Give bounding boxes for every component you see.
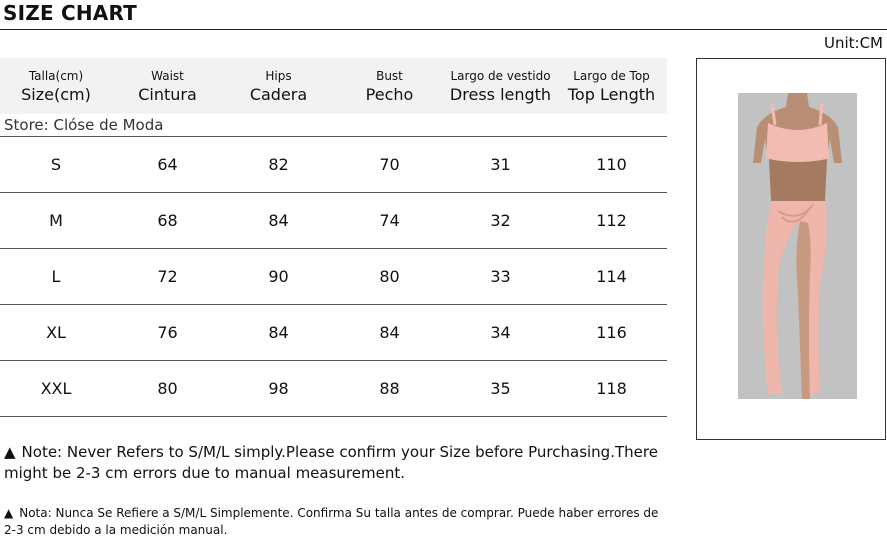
- store-label: Store: Clóse de Moda: [0, 114, 667, 137]
- hips-cell: 98: [268, 379, 289, 398]
- header-big-label: Cadera: [249, 84, 308, 104]
- note-english: [4, 442, 664, 484]
- waist-cell: 72: [157, 267, 178, 286]
- page-title: SIZE CHART: [3, 1, 138, 25]
- title-divider: [0, 29, 887, 30]
- bust-cell: 88: [379, 379, 400, 398]
- table-row: [0, 305, 667, 361]
- top-length-cell: 112: [596, 211, 627, 230]
- product-image-frame: [696, 58, 886, 440]
- size-cell: XL: [46, 323, 66, 342]
- header-small-label: Waist: [151, 68, 184, 83]
- dress-length-cell: 34: [490, 323, 511, 342]
- size-cell: S: [50, 155, 62, 174]
- header-small-label: Bust: [376, 68, 403, 83]
- header-hips: [223, 58, 334, 114]
- product-photo: [738, 93, 857, 399]
- table-row: [0, 361, 667, 417]
- bust-cell: 74: [379, 211, 400, 230]
- warning-triangle-icon: ▲: [4, 443, 16, 461]
- header-small-label: Largo de vestido: [450, 68, 551, 83]
- waist-cell: 64: [157, 155, 178, 174]
- waist-cell: 76: [157, 323, 178, 342]
- hips-cell: 82: [268, 155, 289, 174]
- header-dress-length: [445, 58, 556, 114]
- table-row: [0, 137, 667, 193]
- size-cell: XXL: [40, 379, 72, 398]
- hips-cell: 84: [268, 211, 289, 230]
- bust-cell: 70: [379, 155, 400, 174]
- table-row: [0, 249, 667, 305]
- bust-cell: 80: [379, 267, 400, 286]
- header-bust: [334, 58, 445, 114]
- top-length-cell: 114: [596, 267, 627, 286]
- header-small-label: Hips: [265, 68, 292, 83]
- size-cell: L: [51, 267, 61, 286]
- note-spanish-text: Nota: Nunca Se Refiere a S/M/L Simplemente. Confirma Su talla antes de comprar. Puede haber errores de 2-3 cm debido a la medición manual.: [4, 506, 659, 537]
- hips-cell: 90: [268, 267, 289, 286]
- header-big-label: Pecho: [365, 84, 414, 104]
- top-length-cell: 110: [596, 155, 627, 174]
- header-small-label: Largo de Top: [573, 68, 650, 83]
- note-spanish: [4, 505, 664, 539]
- size-chart-table: [0, 58, 667, 417]
- header-big-label: Dress length: [449, 84, 552, 104]
- note-english-text: Note: Never Refers to S/M/L simply.Please confirm your Size before Purchasing.There might be 2-3 cm errors due to manual measurement.: [4, 443, 658, 482]
- header-small-label: Talla(cm): [28, 68, 84, 83]
- header-big-label: Cintura: [138, 84, 197, 104]
- bust-cell: 84: [379, 323, 400, 342]
- mannequin-midriff: [769, 159, 827, 201]
- header-size: [0, 58, 112, 114]
- waist-cell: 68: [157, 211, 178, 230]
- table-row: [0, 193, 667, 249]
- top-length-cell: 116: [596, 323, 627, 342]
- waist-cell: 80: [157, 379, 178, 398]
- top-length-cell: 118: [596, 379, 627, 398]
- header-big-label: Top Length: [567, 84, 656, 104]
- warning-triangle-icon: ▲: [4, 506, 14, 520]
- hips-cell: 84: [268, 323, 289, 342]
- size-cell: M: [49, 211, 63, 230]
- header-big-label: Size(cm): [21, 84, 91, 104]
- unit-label: Unit:CM: [823, 34, 883, 52]
- dress-length-cell: 31: [490, 155, 511, 174]
- table-header: [0, 58, 667, 114]
- dress-length-cell: 32: [490, 211, 511, 230]
- dress-length-cell: 35: [490, 379, 511, 398]
- dress-length-cell: 33: [490, 267, 511, 286]
- header-top-length: [556, 58, 667, 114]
- header-waist: [112, 58, 223, 114]
